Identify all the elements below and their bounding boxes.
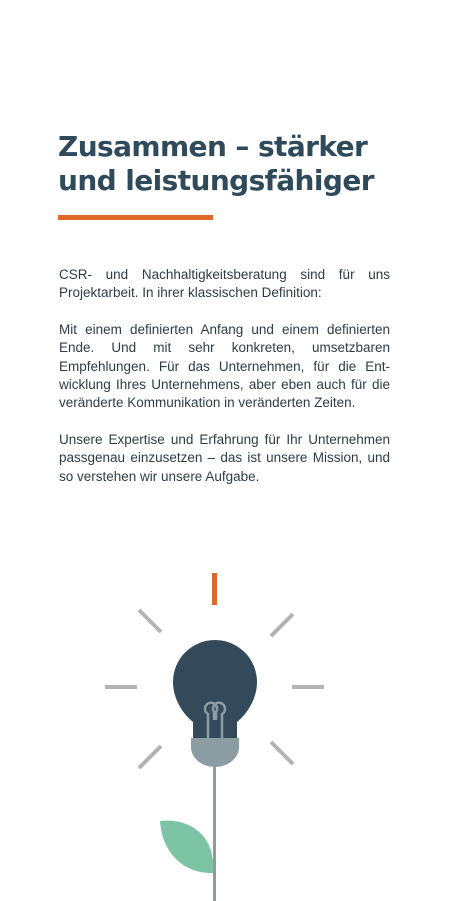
paragraph-3: Unsere Expertise und Erfahrung für Ihr Unternehmen passgenau einzusetzen – das ist unsere Mission, und so verstehen wir unsere Aufgabe.	[59, 431, 390, 484]
plant-stem	[213, 764, 216, 901]
plant-leaf	[160, 821, 213, 873]
lightbulb-plant-icon	[0, 560, 472, 901]
body-text	[59, 266, 390, 504]
light-ray-top	[212, 573, 217, 605]
paragraph-2: Mit einem definierten Anfang und einem definierten Ende. Und mit sehr konkreten, umsetzbaren Empfehlungen. Für das Unternehmen, für die Entwicklung Ihres Unternehmens, aber eben auch für die veränderte Kommunikation in veränderten Zeiten.	[59, 321, 390, 411]
light-ray-upper-left	[139, 610, 161, 632]
light-ray-lower-right	[271, 742, 293, 764]
light-ray-upper-right	[271, 614, 293, 636]
paragraph-1: CSR- und Nachhaltigkeitsberatung sind für uns Projektarbeit. In ihrer klassischen Definition:	[59, 267, 390, 301]
page-title-line-1: Zusammen – stärker	[58, 130, 368, 163]
light-ray-lower-left	[139, 746, 161, 768]
bulb-glass	[173, 640, 257, 738]
bulb-base	[191, 738, 239, 767]
accent-divider	[58, 215, 213, 220]
page-title	[58, 130, 438, 198]
page-title-line-2: und leistungsfähiger	[58, 164, 374, 197]
